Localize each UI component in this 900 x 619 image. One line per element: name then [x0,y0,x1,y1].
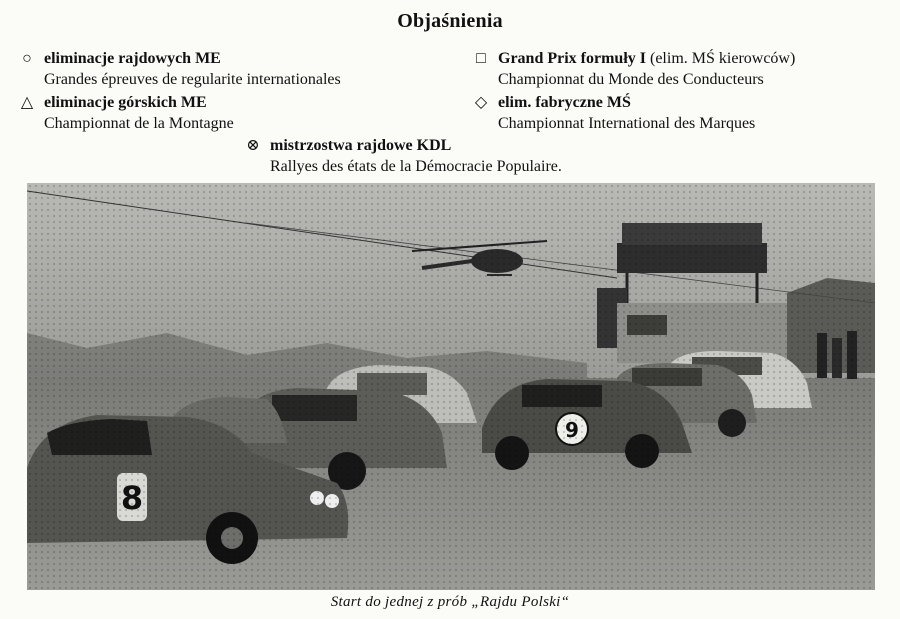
photo-caption: Start do jednej z prób „Rajdu Polski“ [330,594,570,610]
circled-times-icon: ⊗ [246,137,260,154]
triangle-icon: △ [20,94,34,111]
legend-translation: Championnat International des Marques [498,115,756,132]
legend-translation: Championnat de la Montagne [44,115,234,132]
legend-name-suffix: (elim. MŚ kierowców) [646,50,796,67]
legend-name: elim. fabryczne MŚ [498,94,631,111]
legend-translation: Championnat du Monde des Conducteurs [498,71,764,88]
circle-icon: ○ [22,50,32,67]
legend-translation: Grandes épreuves de regularite internationales [44,71,341,88]
legend-entry-kdl-rally [244,135,562,177]
rally-start-photo [27,183,875,590]
page-title: Objaśnienia [397,10,503,32]
legend-entry-rally-me [18,48,341,90]
legend-name: eliminacje górskich ME [44,94,207,111]
diamond-icon: ◇ [474,94,488,111]
legend-translation: Rallyes des états de la Démocracie Populaire. [270,158,562,175]
legend-entry-grand-prix [472,48,795,90]
legend-name: eliminacje rajdowych ME [44,50,221,67]
legend-entry-factory-ms [472,92,755,134]
square-icon: □ [476,50,486,67]
legend-name: Grand Prix formuły I [498,50,646,67]
legend-name: mistrzostwa rajdowe KDL [270,137,452,154]
legend-entry-mountain-me [18,92,234,134]
